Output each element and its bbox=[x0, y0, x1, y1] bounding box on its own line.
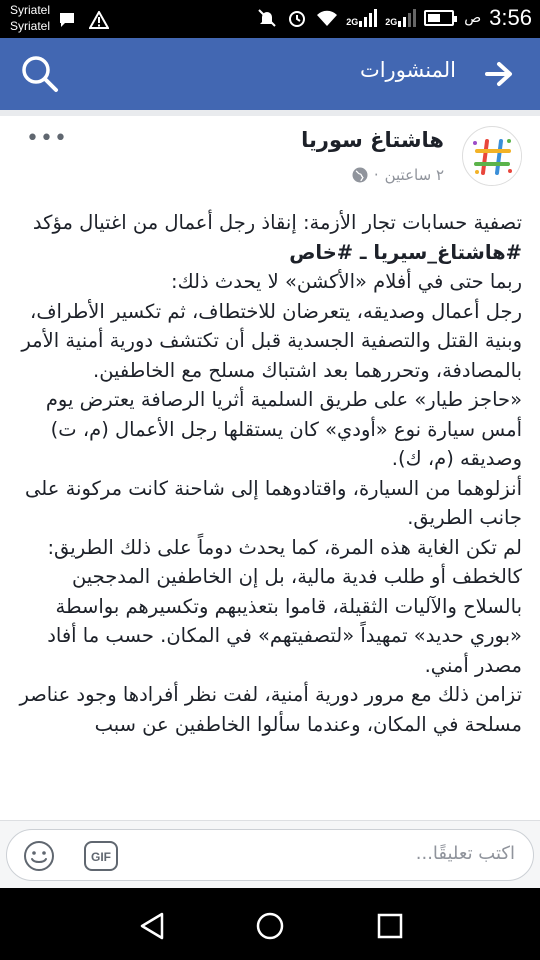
app-header bbox=[0, 38, 540, 110]
status-time: 3:56 bbox=[489, 5, 532, 30]
network-type-2: 2G bbox=[385, 17, 398, 27]
mute-icon bbox=[256, 7, 278, 29]
gif-label: GIF bbox=[91, 850, 111, 864]
hashtag-logo-icon bbox=[463, 127, 522, 186]
page-title: المنشورات bbox=[359, 58, 456, 82]
comment-input[interactable] bbox=[6, 829, 534, 881]
carrier-1: Syriatel bbox=[10, 3, 51, 17]
nav-recents-icon[interactable] bbox=[372, 908, 408, 944]
post-text bbox=[18, 208, 522, 739]
back-arrow-icon[interactable] bbox=[484, 60, 514, 88]
post-paragraph: لم تكن الغاية هذه المرة، كما يحدث دوماً على ذلك الطريق: كالخطف أو طلب فدية مالية، بل إن الخاطفين المدججين بالسلاح والآليات الثقيلة، قاموا بتعذيبهم وتكسيرهم بواسطة «بوري حديد» تمهيداً «لتصفيتهم» في المكان. حسب ما أفاد مصدر أمني. bbox=[47, 535, 522, 677]
status-bar bbox=[0, 0, 540, 38]
warning-icon bbox=[88, 9, 110, 31]
network-type-1: 2G bbox=[346, 17, 359, 27]
comment-bar bbox=[0, 820, 540, 889]
post-paragraph: «حاجز طيار» على طريق السلمية أثريا الرصافة يعترض يوم أمس سيارة نوع «أودي» كان يستقلها رجل الأعمال (م، ت) وصديقه (م، ك). bbox=[45, 388, 522, 470]
alarm-icon bbox=[286, 7, 308, 29]
post-paragraph: أنزلوهما من السيارة، واقتادوهما إلى شاحنة كانت مركونة على جانب الطريق. bbox=[25, 476, 522, 529]
nav-back-icon[interactable] bbox=[134, 908, 170, 944]
carrier-2: Syriatel bbox=[10, 19, 51, 33]
comment-placeholder: اكتب تعليقًا... bbox=[415, 843, 515, 864]
system-navigation-bar bbox=[0, 888, 540, 960]
search-icon[interactable] bbox=[20, 54, 60, 94]
post-card bbox=[0, 116, 540, 820]
more-options-button[interactable]: ••• bbox=[26, 126, 68, 151]
wifi-icon bbox=[316, 7, 338, 29]
signal-icon bbox=[346, 9, 377, 27]
gif-icon[interactable] bbox=[83, 840, 119, 872]
notification-icon bbox=[56, 9, 78, 31]
carrier-names bbox=[10, 2, 50, 34]
post-meta bbox=[352, 166, 444, 184]
status-right-icons bbox=[256, 5, 532, 31]
post-hashtags[interactable]: #هاشتاغ_سيريا ـ #خاص bbox=[289, 240, 522, 264]
avatar[interactable] bbox=[462, 126, 522, 186]
post-time[interactable]: ٢ ساعتين bbox=[384, 166, 444, 184]
post-paragraph: ربما حتى في أفلام «الأكشن» لا يحدث ذلك: bbox=[171, 270, 522, 293]
status-left-icons bbox=[56, 9, 110, 31]
post-paragraph: رجل أعمال وصديقه، يتعرضان للاختطاف، ثم تكسير الأطراف، وبنية القتل والتصفية الجسدية قبل أن تكتشف دورية أمنية الأمر بالمصادفة، وتحررهما بعد اشتباك مسلح مع الخاطفين. bbox=[21, 299, 522, 382]
post-paragraph: تزامن ذلك مع مرور دورية أمنية، لفت نظر أفرادها وجود عناصر مسلحة في المكان، وعندما سألوا الخاطفين عن سبب bbox=[19, 683, 522, 736]
emoji-icon[interactable] bbox=[23, 840, 55, 872]
separator-dot: · bbox=[373, 166, 379, 184]
signal-icon-2 bbox=[385, 9, 416, 27]
globe-icon bbox=[352, 167, 368, 183]
post-paragraph: تصفية حسابات تجار الأزمة: إنقاذ رجل أعمال من اغتيال مؤكد bbox=[32, 211, 522, 234]
status-ampm: ص bbox=[464, 10, 482, 26]
battery-icon bbox=[424, 10, 454, 26]
page-name-link[interactable]: هاشتاغ سوريا bbox=[301, 128, 444, 152]
nav-home-icon[interactable] bbox=[252, 908, 288, 944]
